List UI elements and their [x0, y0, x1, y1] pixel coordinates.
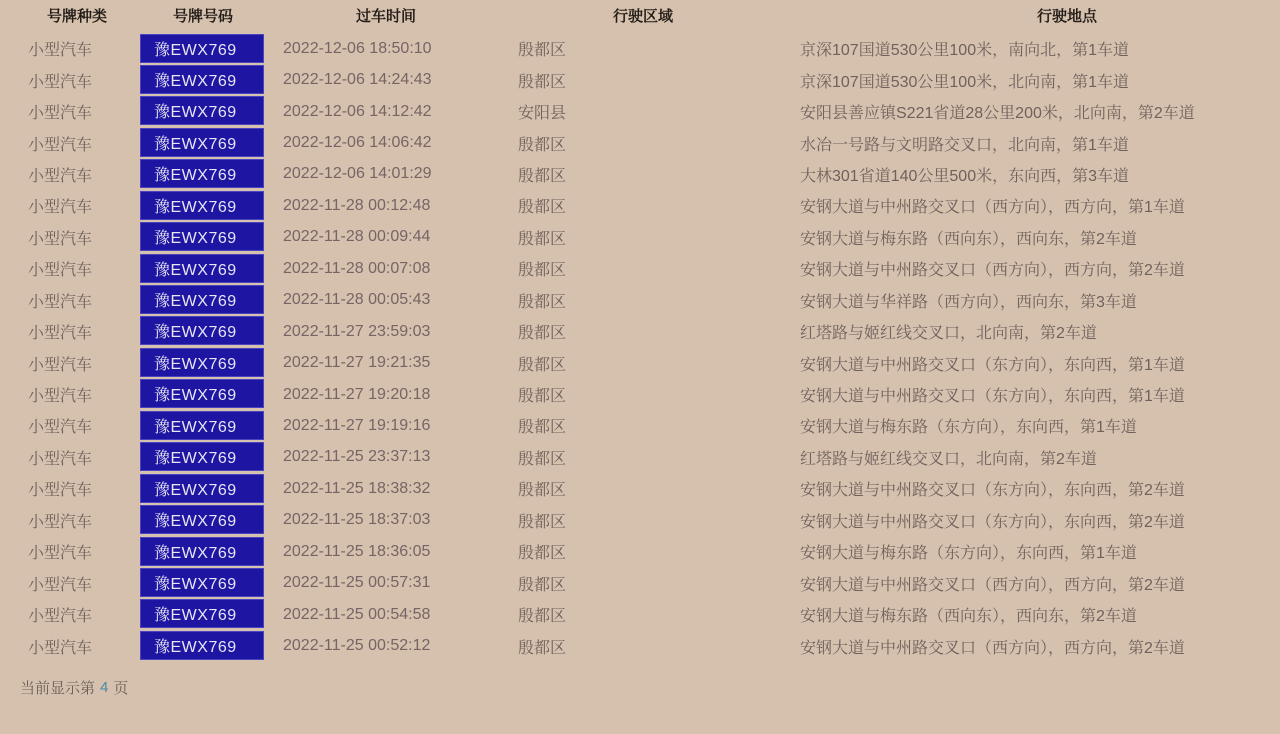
plate-number-text: 豫EWX769: [154, 638, 237, 656]
region-cell: 殷都区: [518, 199, 567, 217]
pass-time-cell: 2022-11-25 18:38:32: [283, 479, 431, 497]
region-cell: 殷都区: [518, 419, 567, 437]
plate-type-cell: 小型汽车: [28, 42, 93, 60]
plate-number-text: 豫EWX769: [154, 261, 237, 279]
location-cell: 水冶一号路与文明路交叉口，北向南，第1车道: [800, 136, 1129, 154]
header-driving-location: 行驶地点: [1036, 8, 1098, 25]
plate-type-cell: 小型汽车: [28, 356, 93, 374]
pass-time-cell: 2022-11-27 19:20:18: [283, 385, 431, 403]
plate-type-cell: 小型汽车: [28, 136, 93, 154]
table-row: [0, 33, 1280, 64]
plate-type-cell: 小型汽车: [28, 105, 93, 123]
region-cell: 殷都区: [518, 388, 567, 406]
table-row: [0, 253, 1280, 284]
location-cell: 安钢大道与梅东路（西向东），西向东，第2车道: [800, 230, 1137, 248]
location-cell: 安钢大道与中州路交叉口（西方向），西方向，第2车道: [800, 639, 1185, 657]
table-row: [0, 505, 1280, 536]
pass-time-cell: 2022-12-06 14:12:42: [283, 102, 432, 120]
plate-number-badge[interactable]: [140, 222, 264, 251]
location-cell: 安钢大道与梅东路（西向东），西向东，第2车道: [800, 608, 1137, 626]
region-cell: 安阳县: [518, 105, 567, 123]
location-cell: 红塔路与姬红线交叉口，北向南，第2车道: [800, 450, 1097, 468]
plate-number-text: 豫EWX769: [154, 355, 237, 373]
plate-number-badge[interactable]: [140, 191, 264, 220]
pass-time-cell: 2022-11-25 00:52:12: [283, 637, 431, 655]
region-cell: 殷都区: [518, 356, 567, 374]
region-cell: 殷都区: [518, 262, 567, 280]
region-cell: 殷都区: [518, 482, 567, 500]
pass-time-cell: 2022-11-25 00:54:58: [283, 605, 431, 623]
plate-number-text: 豫EWX769: [154, 293, 237, 310]
plate-number-text: 豫EWX769: [154, 135, 237, 153]
region-cell: 殷都区: [518, 73, 567, 91]
plate-type-cell: 小型汽车: [28, 419, 93, 437]
pass-time-cell: 2022-11-28 00:05:43: [283, 291, 431, 309]
region-cell: 殷都区: [518, 42, 567, 60]
plate-number-text: 豫EWX769: [154, 104, 237, 122]
pass-time-cell: 2022-12-06 18:50:10: [283, 39, 432, 57]
plate-type-cell: 小型汽车: [28, 513, 93, 531]
pass-time-cell: 2022-11-25 18:36:05: [283, 542, 431, 560]
plate-number-badge[interactable]: [140, 159, 264, 188]
pagination-prefix: 当前显示第: [20, 679, 96, 697]
plate-type-cell: 小型汽车: [28, 293, 93, 311]
plate-type-cell: 小型汽车: [28, 230, 93, 248]
plate-type-cell: 小型汽车: [28, 639, 93, 657]
location-cell: 安阳县善应镇S221省道28公里200米，北向南，第2车道: [800, 105, 1195, 123]
plate-number-badge[interactable]: [140, 285, 264, 314]
plate-number-badge[interactable]: [140, 474, 264, 503]
plate-number-text: 豫EWX769: [154, 230, 237, 248]
plate-number-badge[interactable]: [140, 631, 264, 660]
location-cell: 安钢大道与中州路交叉口（东方向），东向西，第2车道: [800, 482, 1185, 500]
table-row: [0, 127, 1280, 158]
location-cell: 安钢大道与中州路交叉口（东方向），东向西，第1车道: [800, 388, 1185, 406]
pass-time-cell: 2022-11-27 23:59:03: [283, 322, 431, 340]
pass-time-cell: 2022-11-25 23:37:13: [283, 448, 431, 466]
plate-type-cell: 小型汽车: [28, 325, 93, 343]
region-cell: 殷都区: [518, 513, 567, 531]
plate-type-cell: 小型汽车: [28, 167, 93, 185]
pass-time-cell: 2022-11-28 00:07:08: [283, 259, 431, 277]
table-row: [0, 222, 1280, 253]
plate-number-badge[interactable]: [140, 442, 264, 471]
plate-number-text: 豫EWX769: [154, 544, 237, 562]
region-cell: 殷都区: [518, 167, 567, 185]
plate-number-badge[interactable]: [140, 411, 264, 440]
region-cell: 殷都区: [518, 639, 567, 657]
pass-time-cell: 2022-12-06 14:06:42: [283, 134, 432, 152]
plate-type-cell: 小型汽车: [28, 73, 93, 91]
table-body: [0, 33, 1280, 662]
table-row: [0, 630, 1280, 661]
region-cell: 殷都区: [518, 608, 567, 626]
table-row: [0, 410, 1280, 441]
table-row: [0, 567, 1280, 598]
plate-number-text: 豫EWX769: [154, 324, 237, 342]
region-cell: 殷都区: [518, 576, 567, 594]
table-row: [0, 64, 1280, 95]
plate-type-cell: 小型汽车: [28, 199, 93, 217]
region-cell: 殷都区: [518, 293, 567, 311]
plate-number-badge[interactable]: [140, 34, 264, 63]
table-header-row: [0, 6, 1280, 28]
location-cell: 安钢大道与梅东路（东方向），东向西，第1车道: [800, 419, 1137, 437]
region-cell: 殷都区: [518, 230, 567, 248]
plate-type-cell: 小型汽车: [28, 576, 93, 594]
plate-type-cell: 小型汽车: [28, 262, 93, 280]
plate-type-cell: 小型汽车: [28, 450, 93, 468]
table-row: [0, 599, 1280, 630]
header-driving-region: 行驶区域: [612, 8, 674, 25]
plate-number-text: 豫EWX769: [154, 418, 237, 436]
location-cell: 大林301省道140公里500米，东向西，第3车道: [800, 167, 1129, 185]
plate-number-badge[interactable]: [140, 348, 264, 377]
pass-time-cell: 2022-11-28 00:12:48: [283, 196, 431, 214]
table-row: [0, 190, 1280, 221]
header-plate-number: 号牌号码: [172, 8, 234, 25]
location-cell: 红塔路与姬红线交叉口，北向南，第2车道: [800, 325, 1097, 343]
plate-number-badge[interactable]: [140, 505, 264, 534]
plate-number-badge[interactable]: [140, 316, 264, 345]
plate-number-text: 豫EWX769: [154, 387, 237, 405]
region-cell: 殷都区: [518, 545, 567, 563]
plate-number-badge[interactable]: [140, 96, 264, 125]
location-cell: 安钢大道与华祥路（西方向），西向东，第3车道: [800, 293, 1137, 311]
plate-number-badge[interactable]: [140, 254, 264, 283]
pass-time-cell: 2022-11-27 19:19:16: [283, 416, 431, 434]
plate-type-cell: 小型汽车: [28, 608, 93, 626]
pagination-status: [20, 677, 128, 697]
plate-number-text: 豫EWX769: [154, 481, 237, 499]
pass-time-cell: 2022-11-25 00:57:31: [283, 574, 431, 592]
pagination-suffix: 页: [113, 679, 129, 697]
plate-type-cell: 小型汽车: [28, 545, 93, 563]
table-row: [0, 96, 1280, 127]
plate-number-text: 豫EWX769: [154, 41, 237, 59]
plate-number-badge[interactable]: [140, 599, 264, 628]
location-cell: 安钢大道与中州路交叉口（西方向），西方向，第1车道: [800, 199, 1185, 217]
plate-number-badge[interactable]: [140, 128, 264, 157]
plate-number-text: 豫EWX769: [154, 450, 237, 468]
table-row: [0, 159, 1280, 190]
region-cell: 殷都区: [518, 450, 567, 468]
header-pass-time: 过车时间: [355, 8, 417, 25]
pass-time-cell: 2022-11-28 00:09:44: [283, 228, 431, 246]
pass-time-cell: 2022-12-06 14:24:43: [283, 71, 432, 89]
plate-number-text: 豫EWX769: [154, 513, 237, 531]
plate-number-badge[interactable]: [140, 65, 264, 94]
table-row: [0, 379, 1280, 410]
header-plate-type: 号牌种类: [46, 8, 108, 25]
table-row: [0, 285, 1280, 316]
plate-number-badge[interactable]: [140, 568, 264, 597]
table-row: [0, 316, 1280, 347]
pass-time-cell: 2022-11-27 19:21:35: [283, 354, 431, 372]
location-cell: 安钢大道与中州路交叉口（东方向），东向西，第1车道: [800, 356, 1185, 374]
current-page-number: 4: [100, 678, 109, 696]
location-cell: 京深107国道530公里100米，北向南，第1车道: [800, 73, 1129, 91]
plate-type-cell: 小型汽车: [28, 388, 93, 406]
table-row: [0, 536, 1280, 567]
plate-type-cell: 小型汽车: [28, 482, 93, 500]
plate-number-text: 豫EWX769: [154, 72, 237, 90]
plate-number-text: 豫EWX769: [154, 198, 237, 216]
plate-number-text: 豫EWX769: [154, 167, 237, 185]
location-cell: 安钢大道与中州路交叉口（西方向），西方向，第2车道: [800, 262, 1185, 280]
region-cell: 殷都区: [518, 136, 567, 154]
location-cell: 安钢大道与中州路交叉口（东方向），东向西，第2车道: [800, 513, 1185, 531]
plate-number-badge[interactable]: [140, 537, 264, 566]
location-cell: 安钢大道与中州路交叉口（西方向），西方向，第2车道: [800, 576, 1185, 594]
region-cell: 殷都区: [518, 325, 567, 343]
plate-number-text: 豫EWX769: [154, 607, 237, 625]
table-row: [0, 473, 1280, 504]
table-row: [0, 442, 1280, 473]
table-row: [0, 347, 1280, 378]
pass-time-cell: 2022-11-25 18:37:03: [283, 511, 431, 529]
location-cell: 安钢大道与梅东路（东方向），东向西，第1车道: [800, 545, 1137, 563]
location-cell: 京深107国道530公里100米，南向北，第1车道: [800, 42, 1129, 60]
plate-number-badge[interactable]: [140, 379, 264, 408]
pass-time-cell: 2022-12-06 14:01:29: [283, 165, 432, 183]
plate-number-text: 豫EWX769: [154, 575, 237, 593]
